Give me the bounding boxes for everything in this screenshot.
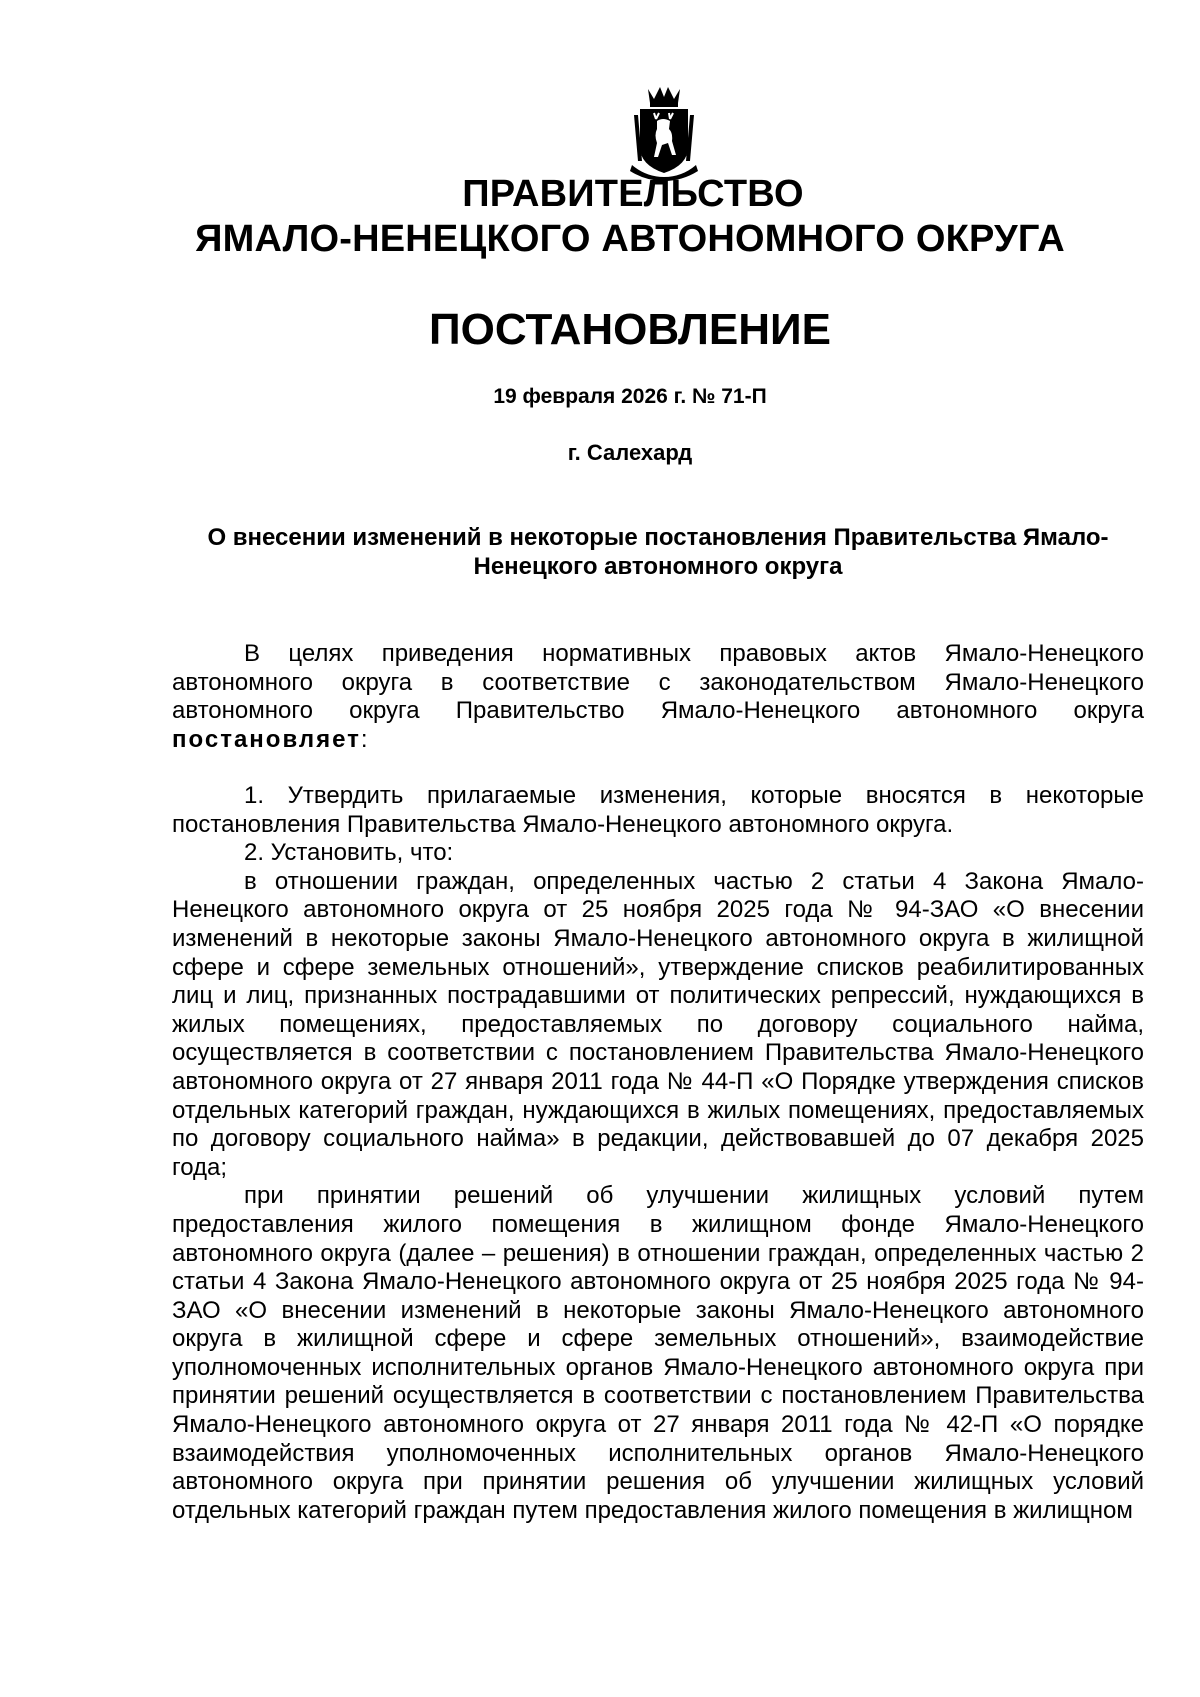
preamble <box>172 640 1144 754</box>
org-name-line2: ЯМАЛО-НЕНЕЦКОГО АВТОНОМНОГО ОКРУГА <box>195 218 1065 260</box>
document-subject: О внесении изменений в некоторые постановления Правительства Ямало-Ненецкого автономного округа <box>207 524 1109 580</box>
preamble-text: В целях приведения нормативных правовых актов Ямало-Ненецкого автономного округа в соответствие с законодательством Ямало-Ненецкого автономного округа Правительство Ямало-Ненецкого автономного округа <box>172 640 1144 725</box>
paragraph-clause-1: в отношении граждан, определенных частью 2 статьи 4 Закона Ямало-Ненецкого автономного округа от 25 ноября 2025 года № 94-ЗАО «О внесении изменений в некоторые законы Ямало-Ненецкого автономного округа в жилищной сфере и сфере земельных отношений», утверждение списков реабилитированных лиц и лиц, признанных пострадавшими от политических репрессий, нуждающихся в жилых помещениях, предоставляемых по договору социального найма, осуществляется в соответствии с постановлением Правительства Ямало-Ненецкого автономного округа от 27 января 2011 года № 44-П «О Порядке утверждения списков отдельных категорий граждан, нуждающихся в жилых помещениях, предоставляемых по договору социального найма» в редакции, действовавшей до 07 декабря 2025 года; <box>172 867 1144 1181</box>
preamble-paragraph <box>172 640 1144 754</box>
preamble-emphasis: постановляет <box>172 725 361 753</box>
paragraph-item-2: 2. Установить, что: <box>244 839 454 867</box>
org-name-line1: ПРАВИТЕЛЬСТВО <box>462 173 804 215</box>
document-city: г. Салехард <box>567 440 693 465</box>
document-body <box>172 782 1144 1525</box>
document-type: ПОСТАНОВЛЕНИЕ <box>428 305 832 354</box>
paragraph-item-1: 1. Утвердить прилагаемые изменения, которые вносятся в некоторые постановления Правительства Ямало-Ненецкого автономного округа. <box>172 782 1144 838</box>
coat-of-arms-icon <box>626 85 702 181</box>
paragraph-clause-2: при принятии решений об улучшении жилищных условий путем предоставления жилого помещения в жилищном фонде Ямало-Ненецкого автономного округа (далее – решения) в отношении граждан, определенных частью 2 статьи 4 Закона Ямало-Ненецкого автономного округа от 25 ноября 2025 года № 94-ЗАО «О внесении изменений в некоторые законы Ямало-Ненецкого автономного округа в жилищной сфере и сфере земельных отношений», взаимодействие уполномоченных исполнительных органов Ямало-Ненецкого автономного округа при принятии решений осуществляется в соответствии с постановлением Правительства Ямало-Ненецкого автономного округа от 27 января 2011 года № 42-П «О порядке взаимодействия уполномоченных исполнительных органов Ямало-Ненецкого автономного округа при принятии решения об улучшении жилищных условий отдельных категорий граждан путем предоставления жилого помещения в жилищном <box>172 1182 1144 1524</box>
document-date-number: 19 февраля 2026 г. № 71-П <box>493 385 767 408</box>
preamble-tail: : <box>360 725 368 753</box>
